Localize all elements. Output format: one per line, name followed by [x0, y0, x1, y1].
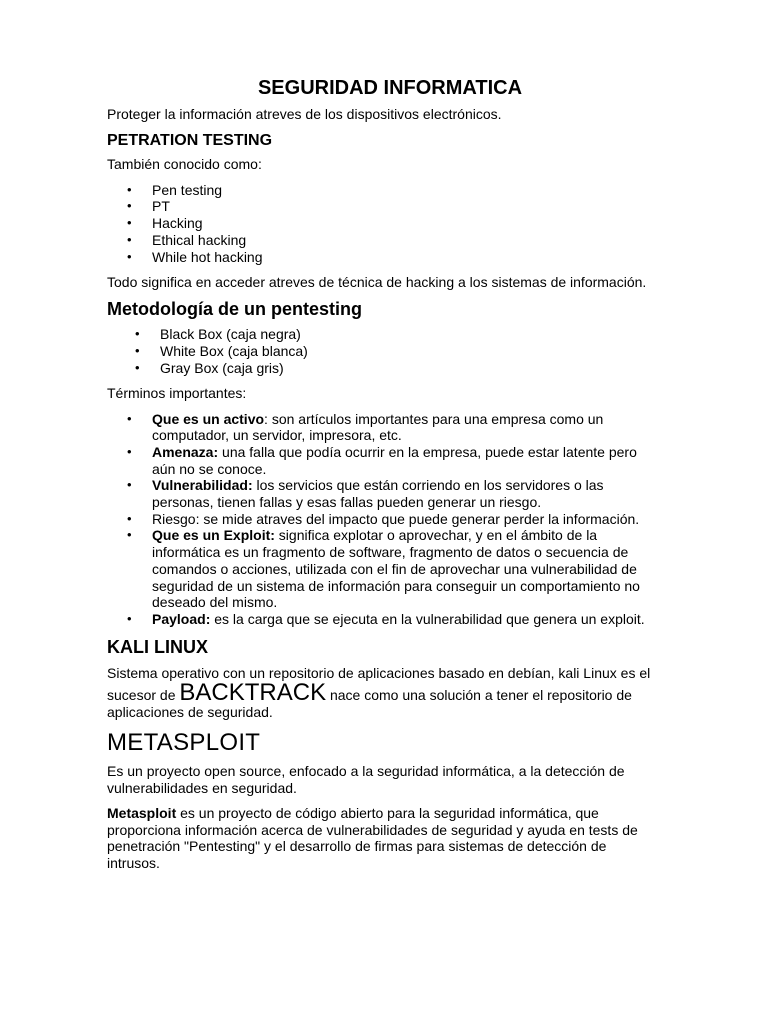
document-page — [107, 74, 655, 872]
term-desc: una falla que podía ocurrir en la empresa, puede estar latente pero aún no se conoce. — [152, 443, 637, 477]
term-desc: significa explotar o aprovechar, y en el ámbito de la informática es un fragmento de software, fragmento de datos o secuencia de comandos o acciones, utilizada con el fin de aprovechar una vulnerabilidad de seguridad de un sistema de información para conseguir un comportamiento no deseado del mismo. — [152, 527, 640, 611]
term-desc: los servicios que están corriendo en los servidores o las personas, tienen fallas y esas fallas pueden generar un riesgo. — [152, 477, 604, 511]
methodology-types-list — [107, 326, 655, 376]
kali-paragraph — [107, 665, 655, 721]
term-item-exploit — [107, 527, 655, 611]
metasploit-bold: Metasploit — [107, 804, 177, 821]
intro-paragraph: Proteger la información atreves de los dispositivos electrónicos. — [107, 106, 502, 122]
aliases-list — [107, 182, 655, 266]
list-item: • PT — [107, 198, 655, 215]
heading-pentesting: PETRATION TESTING — [107, 131, 273, 149]
term-name: Que es un activo — [152, 410, 265, 427]
terms-list — [107, 411, 655, 628]
term-item-amenaza — [107, 444, 655, 477]
term-name: Amenaza: — [152, 443, 219, 460]
heading-metasploit: METASPLOIT — [107, 729, 261, 757]
term-name: Que es un Exploit: — [152, 527, 275, 544]
list-item: • Ethical hacking — [107, 232, 655, 249]
list-item: • Black Box (caja negra) — [107, 326, 655, 343]
list-item: • Pen testing — [107, 182, 655, 199]
list-item: • White Box (caja blanca) — [107, 343, 655, 360]
term-desc: es la carga que se ejecuta en la vulnerabilidad que genera un exploit. — [210, 611, 645, 627]
term-item-vulnerabilidad — [107, 477, 655, 510]
term-item-payload — [107, 611, 655, 628]
list-item: • While hot hacking — [107, 249, 655, 266]
term-item-activo — [107, 411, 655, 444]
kali-text-before: Sistema operativo con un repositorio de aplicaciones basado en debían, kali Linux es el sucesor de — [107, 664, 651, 703]
term-desc: Riesgo: se mide atraves del impacto que puede generar perder la información. — [152, 510, 640, 527]
term-name: Payload: — [152, 611, 211, 627]
list-item: • Hacking — [107, 215, 655, 232]
metasploit-rest: es un proyecto de código abierto para la seguridad informática, que proporciona información acerca de vulnerabilidades de seguridad y ayuda en tests de penetración "Pentesting" y el desarrollo de firmas para sistemas de detección de intrusos. — [107, 804, 638, 872]
heading-methodology: Metodología de un pentesting — [107, 299, 362, 320]
metasploit-paragraph-1: Es un proyecto open source, enfocado a la seguridad informática, a la detección de vulnerabilidades en seguridad. — [107, 763, 625, 797]
document-title: SEGURIDAD INFORMATICA — [257, 77, 523, 99]
metasploit-paragraph-2 — [107, 805, 655, 872]
list-item: • Gray Box (caja gris) — [107, 360, 655, 377]
term-item-riesgo — [107, 511, 655, 528]
term-name: Vulnerabilidad: — [152, 477, 253, 494]
meaning-paragraph: Todo significa en acceder atreves de técnica de hacking a los sistemas de información. — [107, 273, 647, 290]
terms-label: Términos importantes: — [107, 384, 247, 401]
heading-kali-linux: KALI LINUX — [107, 636, 208, 657]
known-as-label: También conocido como: — [107, 155, 262, 172]
backtrack-highlight: BACKTRACK — [179, 678, 327, 706]
term-desc: : son artículos importantes para una empresa como un computador, un servidor, impresora, etc. — [152, 410, 604, 444]
kali-text-after: nace como una solución a tener el repositorio de aplicaciones de seguridad. — [107, 686, 632, 720]
